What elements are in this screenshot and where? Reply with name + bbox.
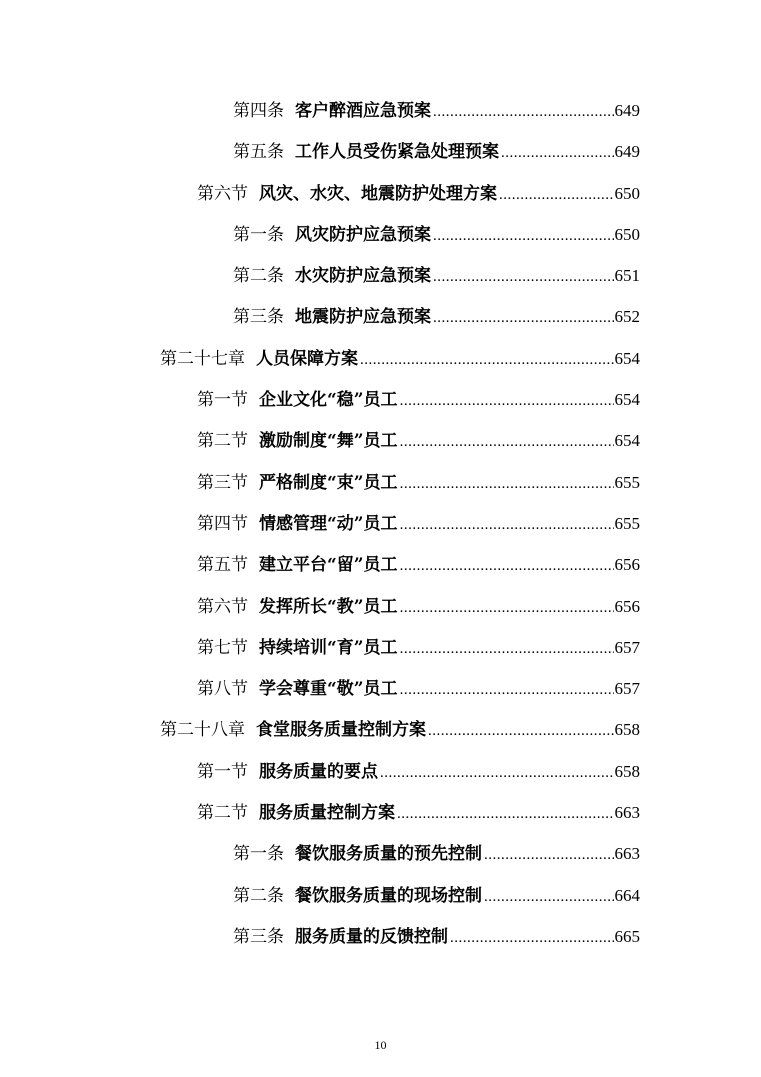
dot-leader (450, 918, 614, 959)
toc-entry-number: 第二十八章 (160, 720, 245, 741)
toc-entry-page: 657 (614, 679, 640, 699)
toc-entry-page: 663 (614, 844, 640, 864)
toc-entry-page: 654 (614, 348, 640, 368)
toc-entry-number: 第六节 (197, 596, 248, 617)
toc-entry-title: 服务质量的反馈控制 (295, 926, 448, 947)
toc-entry-title: 情感管理“动”员工 (259, 513, 398, 534)
toc-entry[interactable] (0, 255, 761, 296)
toc-entry-number: 第一条 (233, 224, 284, 245)
toc-entry-page: 665 (614, 926, 640, 946)
toc-entry-page: 649 (614, 101, 640, 120)
toc-entry-number: 第三条 (233, 307, 284, 328)
toc-entry[interactable] (0, 173, 761, 214)
toc-entry-title: 持续培训“育”员工 (259, 637, 398, 658)
page-number: 10 (374, 1038, 387, 1052)
toc-entry-title: 人员保障方案 (256, 348, 358, 369)
dot-leader (428, 711, 614, 752)
toc-entry[interactable] (0, 296, 761, 337)
dot-leader (397, 794, 614, 835)
toc-entry[interactable] (0, 503, 761, 544)
dot-leader (400, 464, 614, 505)
toc-entry-page: 650 (614, 183, 640, 203)
dot-leader (433, 92, 614, 133)
toc-entry-page: 658 (614, 761, 640, 781)
toc-entry[interactable] (0, 586, 761, 627)
toc-entry[interactable] (0, 462, 761, 503)
toc-entry-number: 第六节 (197, 183, 248, 204)
toc-entry[interactable] (0, 214, 761, 255)
toc-entry-title: 服务质量的要点 (259, 761, 378, 782)
toc-entry-number: 第二节 (197, 803, 248, 824)
toc-entry-title: 风灾防护应急预案 (295, 224, 431, 245)
dot-leader (400, 422, 614, 463)
toc-entry-page: 651 (614, 266, 640, 286)
toc-entry[interactable] (0, 90, 761, 131)
toc-entry-number: 第二十七章 (160, 348, 245, 369)
toc-entry[interactable] (0, 544, 761, 585)
toc-entry-page: 664 (614, 885, 640, 905)
toc-entry-number: 第一条 (233, 844, 284, 865)
toc-entry-number: 第八节 (197, 679, 248, 700)
toc-entry-title: 风灾、水灾、地震防护处理方案 (259, 183, 497, 204)
dot-leader (400, 588, 614, 629)
toc-entry-number: 第七节 (197, 637, 248, 658)
toc-entry-title: 激励制度“舞”员工 (259, 431, 398, 452)
toc-entry-number: 第五条 (233, 142, 284, 163)
toc-entry-title: 水灾防护应急预案 (295, 266, 431, 287)
toc-entry-page: 657 (614, 637, 640, 657)
dot-leader (400, 381, 614, 422)
toc-entry-title: 餐饮服务质量的现场控制 (295, 885, 482, 906)
dot-leader (360, 340, 614, 381)
toc-entry-page: 663 (614, 803, 640, 823)
toc-entry[interactable] (0, 627, 761, 668)
toc-entry-page: 655 (614, 513, 640, 533)
dot-leader (380, 753, 614, 794)
toc-entry[interactable] (0, 751, 761, 792)
toc-entry-title: 建立平台“留”员工 (259, 555, 398, 576)
toc-entry-page: 654 (614, 390, 640, 410)
toc-entry-title: 企业文化“稳”员工 (259, 390, 398, 411)
toc-entry-number: 第二条 (233, 266, 284, 287)
toc-entry-page: 650 (614, 224, 640, 244)
dot-leader (499, 175, 614, 216)
toc-entry-title: 地震防护应急预案 (295, 307, 431, 328)
toc-entry-title: 服务质量控制方案 (259, 803, 395, 824)
toc-entry-title: 学会尊重“敬”员工 (259, 679, 398, 700)
dot-leader (433, 257, 614, 298)
toc-entry[interactable] (0, 833, 761, 874)
toc-entry-page: 655 (614, 472, 640, 492)
toc-entry-number: 第四条 (233, 101, 284, 121)
toc-entry[interactable] (0, 338, 761, 379)
toc-entry-page: 656 (614, 555, 640, 575)
toc-entry[interactable] (0, 875, 761, 916)
toc-entry[interactable] (0, 709, 761, 750)
toc-entry[interactable] (0, 379, 761, 420)
toc-entry-number: 第三节 (197, 472, 248, 493)
toc-entry-number: 第一节 (197, 390, 248, 411)
toc-entry-title: 食堂服务质量控制方案 (256, 720, 426, 741)
dot-leader (433, 216, 614, 257)
toc-entry-title: 餐饮服务质量的预先控制 (295, 844, 482, 865)
toc-entry-page: 649 (614, 142, 640, 162)
dot-leader (433, 298, 614, 339)
dot-leader (501, 133, 614, 174)
toc-entry-number: 第二节 (197, 431, 248, 452)
toc-entry-number: 第三条 (233, 926, 284, 947)
toc-entry-page: 652 (614, 307, 640, 327)
toc-entry-number: 第一节 (197, 761, 248, 782)
toc-entry-title: 严格制度“束”员工 (259, 472, 398, 493)
toc-entry[interactable] (0, 668, 761, 709)
toc-entry-number: 第四节 (197, 513, 248, 534)
dot-leader (400, 670, 614, 711)
toc-entry[interactable] (0, 916, 761, 957)
toc-entry-title: 发挥所长“教”员工 (259, 596, 398, 617)
toc-entry-page: 658 (614, 720, 640, 740)
toc-entry-title: 客户醉酒应急预案 (295, 101, 431, 121)
toc-entry[interactable] (0, 131, 761, 172)
toc-entry-page: 654 (614, 431, 640, 451)
toc-entry[interactable] (0, 792, 761, 833)
table-of-contents (0, 90, 761, 957)
dot-leader (400, 505, 614, 546)
toc-entry-title: 工作人员受伤紧急处理预案 (295, 142, 499, 163)
dot-leader (484, 835, 614, 876)
toc-entry[interactable] (0, 420, 761, 461)
toc-entry-page: 656 (614, 596, 640, 616)
dot-leader (400, 629, 614, 670)
toc-entry-number: 第五节 (197, 555, 248, 576)
dot-leader (400, 546, 614, 587)
dot-leader (484, 877, 614, 918)
toc-entry-number: 第二条 (233, 885, 284, 906)
